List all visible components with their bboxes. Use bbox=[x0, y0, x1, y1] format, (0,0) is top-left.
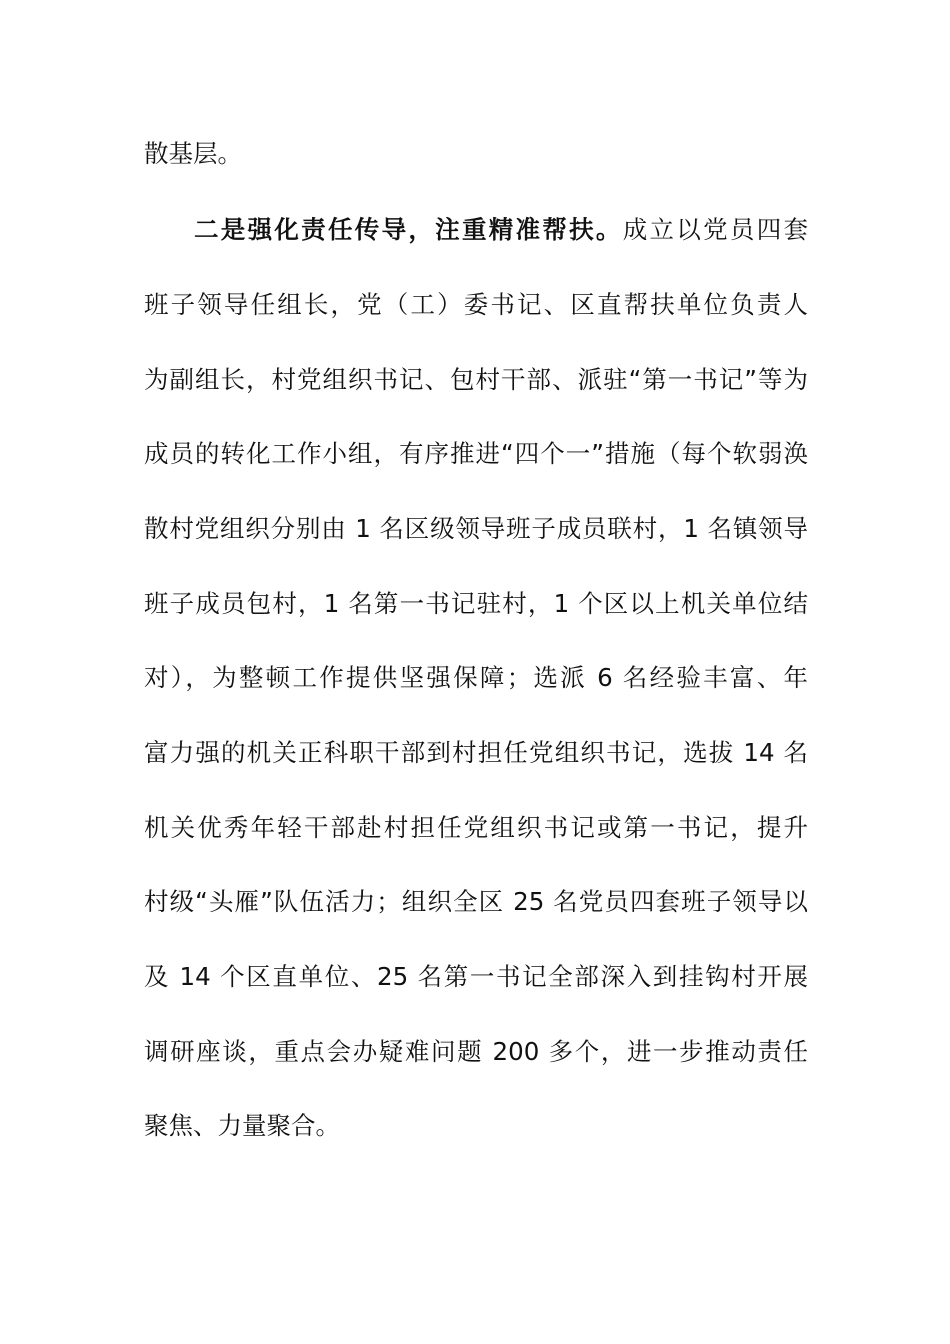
text-line-1: 散基层。 bbox=[144, 139, 242, 168]
text-line-11: 村级“头雁”队伍活力；组织全区 25 名党员四套班子领导以 bbox=[144, 887, 808, 916]
text-line-4: 为副组长，村党组织书记、包村干部、派驻“第一书记”等为 bbox=[144, 365, 808, 394]
text-line-5: 成员的转化工作小组，有序推进“四个一”措施（每个软弱涣 bbox=[144, 439, 808, 468]
bold-heading: 二是强化责任传导，注重精准帮扶。 bbox=[194, 215, 623, 244]
paragraph-first-line bbox=[194, 210, 808, 250]
text-line-2: 成立以党员四套 bbox=[622, 215, 809, 244]
text-line-12: 及 14 个区直单位、25 名第一书记全部深入到挂钩村开展 bbox=[144, 962, 808, 991]
text-line-14: 聚焦、力量聚合。 bbox=[144, 1111, 340, 1140]
text-line-9: 富力强的机关正科职干部到村担任党组织书记，选拔 14 名 bbox=[144, 738, 808, 767]
text-line-8: 对），为整顿工作提供坚强保障；选派 6 名经验丰富、年 bbox=[144, 663, 808, 692]
text-line-3: 班子领导任组长，党（工）委书记、区直帮扶单位负责人 bbox=[144, 290, 808, 319]
text-line-13: 调研座谈，重点会办疑难问题 200 多个，进一步推动责任 bbox=[144, 1037, 808, 1066]
text-line-6: 散村党组织分别由 1 名区级领导班子成员联村，1 名镇领导 bbox=[144, 514, 808, 543]
text-line-7: 班子成员包村，1 名第一书记驻村，1 个区以上机关单位结 bbox=[144, 589, 808, 618]
text-line-10: 机关优秀年轻干部赴村担任党组织书记或第一书记，提升 bbox=[144, 813, 808, 842]
